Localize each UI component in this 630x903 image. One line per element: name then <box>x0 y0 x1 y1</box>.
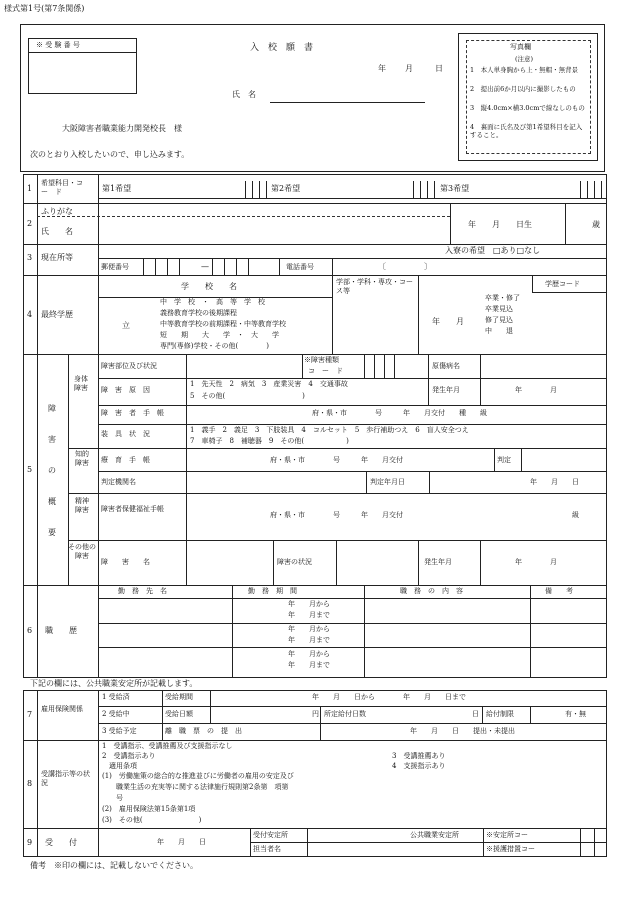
benefit-days-unit: 日 <box>472 710 479 718</box>
equipment-label: 装 具 状 況 <box>101 430 150 438</box>
form-number: 様式第1号(第7条関係) <box>4 4 85 13</box>
cause-label: 障 害 原 因 <box>101 386 150 394</box>
equipment-options-2[interactable]: 7 車椅子 8 補聴器 9 その他( ) <box>190 437 349 445</box>
reception-office-value: 公共職業安定所 <box>410 831 459 839</box>
grad-status-4[interactable]: 中 退 <box>485 327 513 335</box>
school-type-1: 中 学 校 ・ 高 等 学 校 <box>160 298 265 306</box>
grad-status-1[interactable]: 卒業・修了 <box>485 294 520 302</box>
postal-dash: — <box>201 262 209 271</box>
other-onset-label: 発生年月 <box>424 558 452 566</box>
mental-notebook-value: 府・県・市 号 年 月交付 <box>270 511 403 519</box>
applicant-name-label: 氏 名 <box>41 227 73 236</box>
date-month: 月 <box>405 64 413 73</box>
postal-code-label: 郵便番号 <box>101 263 129 271</box>
education-code-header: 学歴コード <box>545 280 580 288</box>
disability-type-label: ※障害種類 <box>304 356 339 364</box>
reception-office-label: 受付安定所 <box>253 831 288 839</box>
period-2-from: 年 月から <box>288 625 330 633</box>
phone-bracket-close: 〕 <box>424 262 432 271</box>
period-3-to: 年 月まで <box>288 661 330 669</box>
department-header: 学部・学科・専攻・コース等 <box>336 278 413 295</box>
job-content-header: 職 務 の 内 容 <box>400 587 463 595</box>
employment-period-header: 勤 務 期 間 <box>248 587 297 595</box>
instruction-line-7: (2) 雇用保険法第15条第1項 <box>102 805 196 813</box>
row2-num: 2 <box>27 219 33 228</box>
work-history-label: 職 歴 <box>45 626 77 635</box>
judgment-date-label: 判定年月日 <box>370 478 405 486</box>
ryoiku-notebook-label: 療 育 手 帳 <box>101 456 150 464</box>
phone-label: 電話番号 <box>286 263 314 271</box>
row9-num: 9 <box>27 838 33 847</box>
instruction-line-6: 号 <box>102 794 123 802</box>
row5-char-1: 障 <box>48 404 56 413</box>
judgment-label: 判定 <box>497 456 511 464</box>
office-code-label: ※安定所コー <box>486 831 528 839</box>
school-name-header: 学 校 名 <box>181 282 237 291</box>
address-label: 現在所等 <box>41 253 73 262</box>
benefit-period-label: 受給期間 <box>165 693 193 701</box>
instruction-line-1: 1 受講指示、受講推薦及び支援指示なし <box>102 742 233 750</box>
addressee: 大阪障害者職業能力開発校長 様 <box>62 124 182 133</box>
date-day: 日 <box>435 64 443 73</box>
staff-name-label: 担当者名 <box>253 845 281 853</box>
first-choice-label: 第1希望 <box>102 184 132 193</box>
furigana-label: ふりがな <box>41 207 73 216</box>
birth-date-label: 年 月 日生 <box>468 220 532 229</box>
daily-benefit-unit: 円 <box>312 710 319 718</box>
insurance-status-2[interactable]: 2 受給中 <box>102 710 130 718</box>
age-label: 歳 <box>592 220 600 229</box>
period-1-to: 年 月まで <box>288 611 330 619</box>
footer-note: 備考 ※印の欄には、記載しないでください。 <box>30 861 198 870</box>
name-signature-line[interactable] <box>270 102 425 103</box>
phone-bracket-open: 〔 <box>378 262 386 271</box>
row5-char-2: 害 <box>48 435 56 444</box>
judgment-date-value: 年 月 日 <box>530 478 579 486</box>
cause-options-1[interactable]: 1 先天性 2 病気 3 産業災害 4 交通事故 <box>190 380 348 388</box>
second-choice-label: 第2希望 <box>271 184 301 193</box>
instruction-right-2: 4 支援指示あり <box>392 762 446 770</box>
photo-title: 写真欄 <box>510 43 531 51</box>
employer-header: 勤 務 先 名 <box>118 587 167 595</box>
row6-num: 6 <box>27 626 33 635</box>
instruction-line-4: (1) 労働施策の総合的な推進並びに労働者の雇用の安定及び <box>102 772 294 780</box>
photo-note-1: 1 本人単身胸から上・無帽・無背景 <box>470 66 579 74</box>
body-notebook-value: 府・県・市 号 年 月交付 種 級 <box>312 409 487 417</box>
daily-benefit-label: 受給日額 <box>165 710 193 718</box>
body-disability-group: 身体障害 <box>74 375 88 392</box>
form-title: 入 校 願 書 <box>250 43 314 53</box>
benefit-period-value: 年 月 日から 年 月 日まで <box>312 693 466 701</box>
pesa-note: 下記の欄には、公共職業安定所が記載します。 <box>30 679 198 688</box>
training-instruction-label: 受講指示等の状況 <box>41 770 90 787</box>
insurance-status-3[interactable]: 3 受給予定 <box>102 727 137 735</box>
benefit-restriction-label: 給付制限 <box>486 710 514 718</box>
instruction-line-3: 適用条項 <box>102 762 137 770</box>
row3-num: 3 <box>27 253 33 262</box>
ryoiku-notebook-value: 府・県・市 号 年 月交付 <box>270 456 403 464</box>
photo-note-4: 4 裏面に氏名及び第1希望科目を記入すること。 <box>470 123 583 140</box>
separation-slip-value: 年 月 日 提出・未提出 <box>410 727 515 735</box>
grad-status-3[interactable]: 修了見込 <box>485 316 513 324</box>
employment-insurance-label: 雇用保険関係 <box>41 705 83 713</box>
onset-ym: 年 月 <box>515 386 557 394</box>
row1-label: 希望科目・コ ー ド <box>41 179 90 196</box>
disease-name-label: 原傷病名 <box>432 362 460 370</box>
judgment-agency-label: 判定機関名 <box>101 478 136 486</box>
education-label: 最終学歴 <box>41 310 73 319</box>
period-2-to: 年 月まで <box>288 636 330 644</box>
third-choice-label: 第3希望 <box>440 184 470 193</box>
reception-label: 受 付 <box>45 838 77 847</box>
separation-slip-label: 離 職 票 の 提 出 <box>165 727 242 735</box>
mental-notebook-label: 障害者保健福祉手帳 <box>101 505 164 513</box>
other-disability-status-label: 障害の状況 <box>277 558 312 566</box>
support-code-label: ※援護措置コー <box>486 845 535 853</box>
other-disability-group: その他の障害 <box>68 543 96 560</box>
disability-part-label: 障害部位及び状況 <box>101 362 157 370</box>
school-type-5: 専門(専修)学校・その他( ) <box>160 342 269 350</box>
other-disability-name-label: 障 害 名 <box>101 558 150 566</box>
photo-note-3: 3 縦4.0cm×横3.0cmで線なしのもの <box>470 104 585 112</box>
row5-char-5: 要 <box>48 528 56 537</box>
intellectual-disability-group: 知的障害 <box>75 450 89 467</box>
dorm-preference[interactable]: 入寮の希望 □あり□なし <box>445 246 541 255</box>
insurance-status-1[interactable]: 1 受給済 <box>102 693 130 701</box>
school-type-4: 短 期 大 学 ・ 大 学 <box>160 331 279 339</box>
photo-note-title: (注意) <box>515 55 534 63</box>
row1-num: 1 <box>27 184 33 193</box>
cause-options-2[interactable]: 5 その他( ) <box>190 392 305 400</box>
school-type-2: 義務教育学校の後期課程 <box>160 309 237 317</box>
school-ritsu: 立 <box>122 321 130 330</box>
row4-num: 4 <box>27 310 33 319</box>
period-3-from: 年 月から <box>288 650 330 658</box>
intro-text: 次のとおり入校したいので、申し込みます。 <box>30 150 190 159</box>
remarks-header: 備 考 <box>545 587 573 595</box>
name-label: 氏 名 <box>232 90 256 99</box>
row5-num: 5 <box>27 465 33 474</box>
school-type-3: 中等教育学校の前期課程・中等教育学校 <box>160 320 286 328</box>
graduation-ym: 年 月 <box>432 317 464 326</box>
row7-num: 7 <box>27 710 33 719</box>
instruction-line-2: 2 受講指示あり <box>102 752 156 760</box>
equipment-options-1[interactable]: 1 義手 2 義足 3 下肢装具 4 コルセット 5 歩行補助つえ 6 盲人安全つえ <box>190 426 469 434</box>
other-onset-ym: 年 月 <box>515 558 557 566</box>
body-notebook-label: 障 害 者 手 帳 <box>101 409 164 417</box>
period-1-from: 年 月から <box>288 600 330 608</box>
benefit-days-label: 所定給付日数 <box>324 710 366 718</box>
benefit-restriction-value[interactable]: 有・無 <box>565 710 586 718</box>
exam-number-label: ※ 受 験 番 号 <box>36 41 80 49</box>
grad-status-2[interactable]: 卒業見込 <box>485 305 513 313</box>
disability-code-label: コ ー ド <box>308 367 343 375</box>
mental-grade-label: 級 <box>572 511 579 519</box>
date-year: 年 <box>378 64 386 73</box>
row5-char-3: の <box>48 466 56 475</box>
row5-char-4: 概 <box>48 497 56 506</box>
mental-disability-group: 精神障害 <box>75 497 89 514</box>
reception-date: 年 月 日 <box>157 838 206 846</box>
instruction-line-8: (3) その他( ) <box>102 816 202 824</box>
onset-label: 発生年月 <box>432 386 460 394</box>
instruction-line-5: 職業生活の充実等に関する法律施行規則第2条第 項第 <box>102 783 289 791</box>
row8-num: 8 <box>27 779 33 788</box>
photo-note-2: 2 提出前6か月以内に撮影したもの <box>470 85 576 93</box>
instruction-right-1: 3 受講推薦あり <box>392 752 446 760</box>
